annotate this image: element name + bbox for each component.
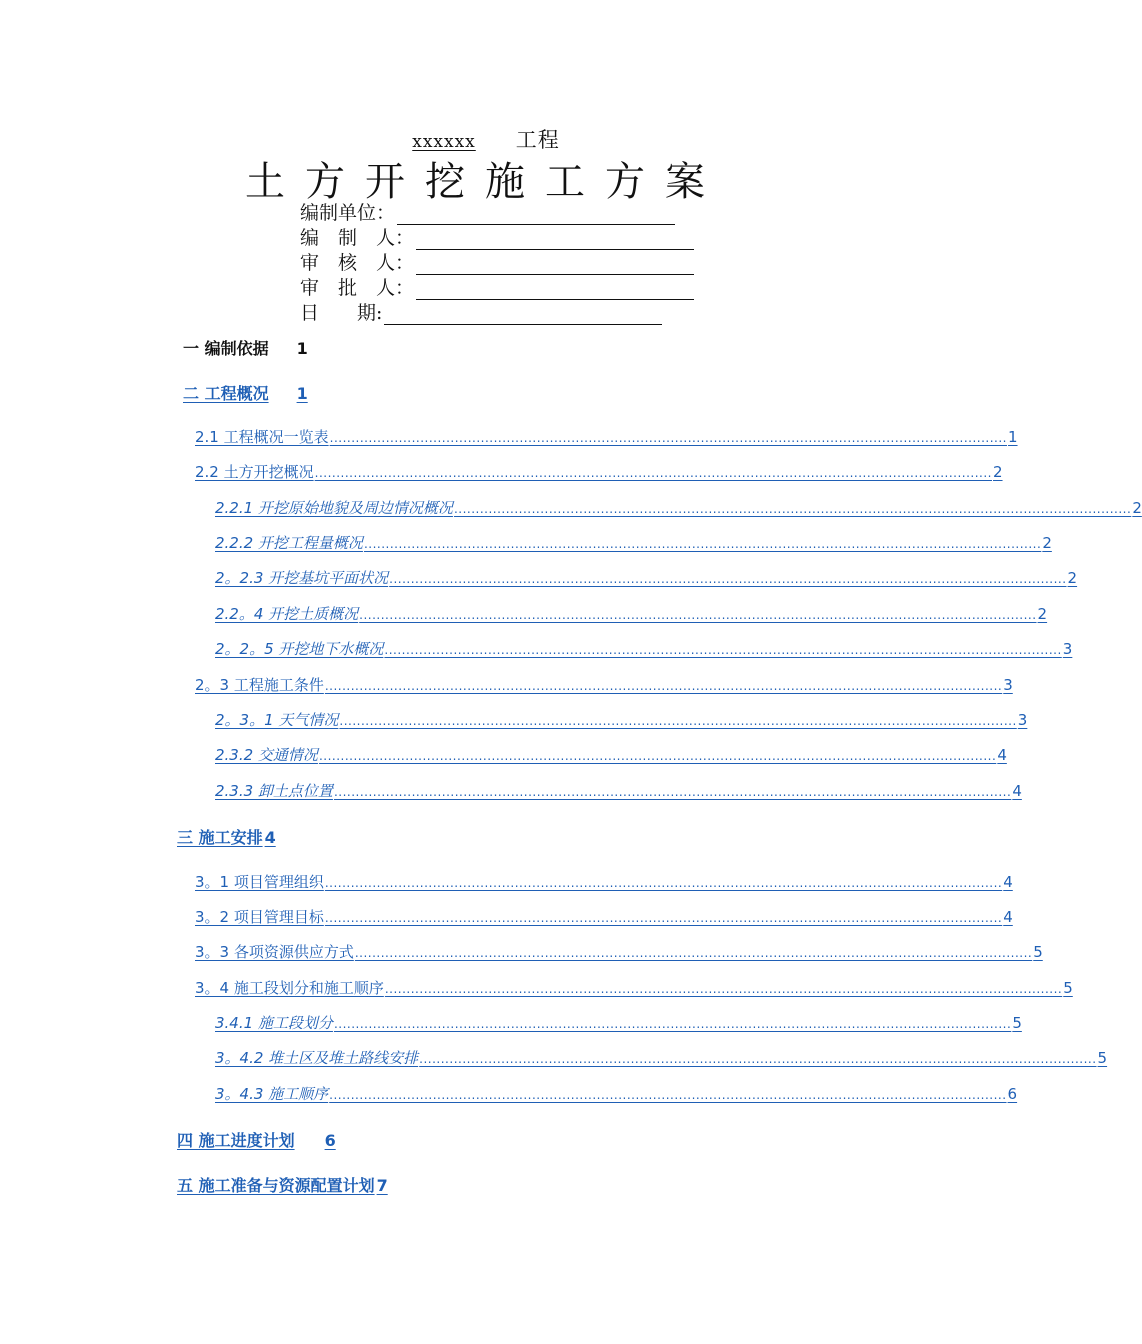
toc-entry-level1[interactable] [183,336,308,359]
toc-entry-level3[interactable] [215,567,1078,588]
toc-entry-page: 3 [1017,711,1028,729]
toc-entry-title: 2.3.3 卸土点位置 [215,782,333,800]
toc-entry-page: 5 [1097,1049,1108,1067]
toc-leader-dots: ............................................................................................................................................................. [384,982,1063,996]
info-label: 日 期: [300,302,383,324]
toc-entry-page: 2 [1067,569,1078,587]
info-row-compiler-unit [300,200,700,225]
toc-entry-title: 2.2。4 开挖土质概况 [215,605,359,623]
toc-entry-page: 2 [1037,605,1048,623]
toc-entry-page: 4 [997,746,1007,764]
toc-entry-page: 4 [1012,782,1022,800]
toc-entry-title: 二 工程概况 [183,384,269,403]
toc-entry-title: 2.2.2 开挖工程量概况 [215,534,363,552]
toc-entry-level3[interactable] [215,744,1007,765]
toc-entry-level2[interactable] [195,871,1013,892]
toc-entry-level2[interactable] [195,906,1013,927]
toc-entry-page: 5 [1033,943,1043,961]
info-block [300,200,700,325]
info-blank-line [416,279,694,300]
toc-leader-dots: ............................................................................................................................................................. [419,1052,1097,1066]
project-name-blank: xxxxxx [412,132,476,152]
toc-entry-page: 3 [1003,676,1013,694]
toc-leader-dots: ............................................................................................................................................................. [354,946,1033,960]
toc-entry-title: 2。3。1 天气情况 [215,711,339,729]
toc-entry-level3[interactable] [215,1047,1108,1068]
toc-entry-level1[interactable] [177,1128,336,1151]
toc-leader-dots: ............................................................................................................................................................. [318,749,997,763]
toc-entry-title: 3。3 各项资源供应方式 [195,943,354,961]
toc-entry-title: 2。3 工程施工条件 [195,676,324,694]
toc-entry-level3[interactable] [215,1012,1022,1033]
toc-entry-title: 三 施工安排 [177,828,263,847]
toc-entry-level2[interactable] [195,977,1073,998]
toc-entry-level3[interactable] [215,1083,1018,1104]
info-label: 审 核 人： [300,252,415,274]
toc-entry-level2[interactable] [195,426,1018,447]
info-label: 编制单位： [300,202,396,224]
toc-leader-dots: ............................................................................................................................................................. [329,1088,1007,1102]
toc-entry-title: 3。4.2 堆土区及堆土路线安排 [215,1049,419,1067]
toc-leader-dots: ............................................................................................................................................................. [314,466,992,480]
toc-leader-dots: ............................................................................................................................................................. [339,714,1017,728]
info-row-approver [300,275,700,300]
toc-leader-dots: ............................................................................................................................................................. [324,679,1003,693]
toc-entry-title: 2。2.3 开挖基坑平面状况 [215,569,389,587]
toc-entry-page: 4 [264,828,276,847]
toc-entry-level2[interactable] [195,461,1003,482]
toc-entry-page: 2 [1132,499,1142,517]
toc-leader-dots: ............................................................................................................................................................. [389,572,1067,586]
toc-entry-level1[interactable] [177,825,276,848]
toc-entry-level1[interactable] [177,1173,388,1196]
toc-leader-dots: ............................................................................................................................................................. [324,876,1003,890]
toc-entry-level2[interactable] [195,941,1043,962]
toc-leader-dots: ............................................................................................................................................................. [359,608,1037,622]
toc-leader-dots: ............................................................................................................................................................. [329,431,1007,445]
info-blank-line [416,254,694,275]
toc-entry-title: 一 编制依据 [183,339,269,358]
document-title: 土方开挖施工方案 [245,159,725,205]
toc-leader-dots: ............................................................................................................................................................. [324,911,1003,925]
toc-entry-title: 3。1 项目管理组织 [195,873,324,891]
toc-entry-title: 3。2 项目管理目标 [195,908,324,926]
info-row-date [300,300,700,325]
toc-entry-title: 2.2.1 开挖原始地貌及周边情况概况 [215,499,453,517]
toc-entry-title: 3。4.3 施工顺序 [215,1085,329,1103]
toc-entry-page: 3 [1062,640,1073,658]
toc-entry-title: 五 施工准备与资源配置计划 [177,1176,375,1195]
toc-leader-dots: ............................................................................................................................................................. [384,643,1062,657]
toc-leader-dots: ............................................................................................................................................................. [363,537,1042,551]
info-row-compiler [300,225,700,250]
toc-entry-title: 2.2 土方开挖概况 [195,463,314,481]
toc-entry-title: 2.1 工程概况一览表 [195,428,329,446]
info-blank-line [397,204,675,225]
toc-entry-title: 2.3.2 交通情况 [215,746,318,764]
toc-entry-page: 6 [1007,1085,1018,1103]
toc-entry-page: 1 [296,384,308,403]
toc-entry-level3[interactable] [215,532,1052,553]
toc-entry-level3[interactable] [215,780,1022,801]
info-row-reviewer [300,250,700,275]
toc-entry-level3[interactable] [215,709,1028,730]
toc-entry-level3[interactable] [215,603,1048,624]
toc-entry-title: 四 施工进度计划 [177,1131,295,1150]
toc-entry-page: 2 [993,463,1003,481]
toc-entry-page: 4 [1003,873,1013,891]
toc-leader-dots: ............................................................................................................................................................. [333,785,1012,799]
toc-entry-level2[interactable] [195,674,1013,695]
toc-entry-title: 3.4.1 施工段划分 [215,1014,333,1032]
toc-entry-page: 7 [376,1176,388,1195]
toc-entry-page: 4 [1003,908,1013,926]
info-blank-line [416,229,694,250]
info-blank-line [384,304,662,325]
info-label: 编 制 人： [300,227,415,249]
toc-entry-title: 2。2。5 开挖地下水概况 [215,640,384,658]
info-label: 审 批 人： [300,277,415,299]
toc-entry-page: 2 [1042,534,1052,552]
toc-entry-level1[interactable] [183,381,308,404]
toc-entry-title: 3。4 施工段划分和施工顺序 [195,979,384,997]
toc-entry-page: 5 [1012,1014,1022,1032]
toc-leader-dots: ............................................................................................................................................................. [453,502,1132,516]
toc-entry-level3[interactable] [215,497,1142,518]
toc-entry-page: 5 [1063,979,1073,997]
toc-entry-page: 6 [324,1131,336,1150]
toc-entry-page: 1 [1008,428,1018,446]
toc-leader-dots: ............................................................................................................................................................. [333,1017,1012,1031]
project-name-suffix: 工程 [515,128,560,152]
toc-entry-level3[interactable] [215,638,1073,659]
toc-entry-page: 1 [296,339,308,358]
